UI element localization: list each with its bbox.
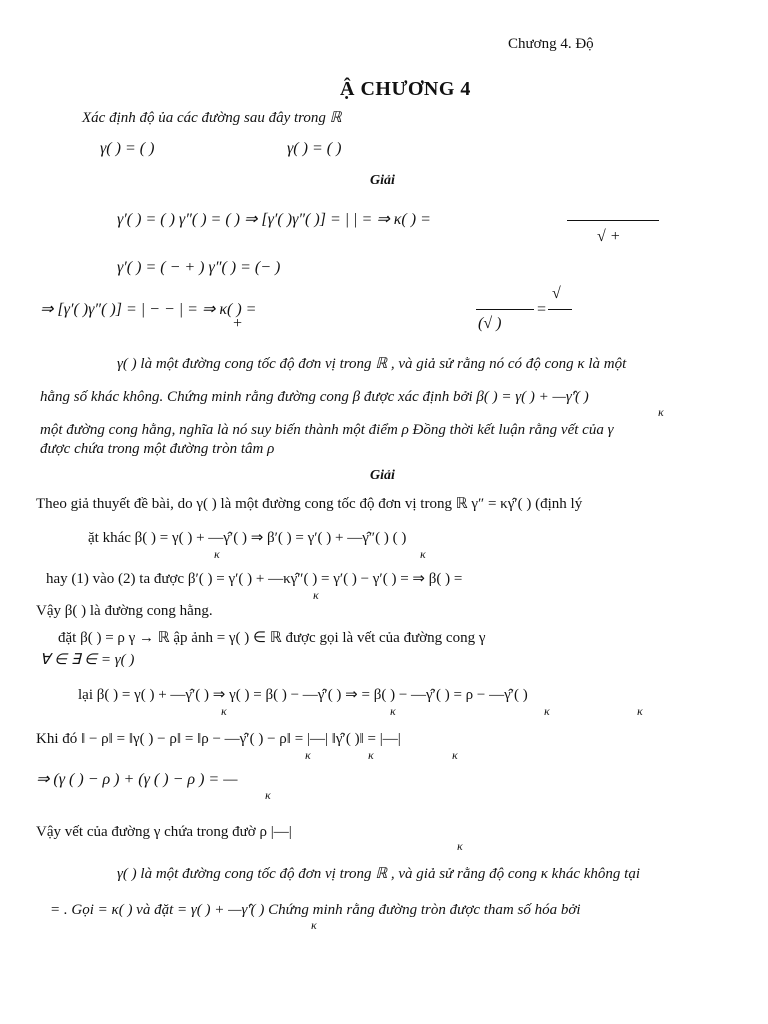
problem1-statement: Xác định độ ủa các đường sau đây trong ℝ — [82, 110, 342, 126]
solution2-line2: ặt khác β( ) = γ( ) + —γ̂′( ) ⇒ β′( ) = γ′( ) + —γ̂″( ) ( ) — [88, 530, 407, 546]
solution1-line3-fraction-den: (√ ) — [478, 315, 502, 332]
fraction-bar-3 — [548, 309, 572, 310]
solution2-line7: lại β( ) = γ( ) + —γ̂′( ) ⇒ γ( ) = β( ) − —γ̂′( ) ⇒ = β( ) − —γ̂′( ) = ρ − —γ̂′( ) — [78, 687, 528, 703]
solution2-line2-kappa-a: κ — [214, 547, 220, 561]
running-head: Chương 4. Độ — [508, 36, 594, 52]
solution2-heading: Giải — [370, 468, 395, 483]
solution2-line1: Theo giả thuyết đề bài, do γ( ) là một đường cong tốc độ đơn vị trong ℝ γ″ = κγ̂′( ) (định lý — [36, 496, 583, 512]
problem2-line3: một đường cong hằng, nghĩa là nó suy biến thành một điểm ρ Đồng thời kết luận rằng vết của γ — [40, 422, 614, 438]
solution2-line4: Vậy β( ) là đường cong hằng. — [36, 603, 213, 619]
page-title: Ậ CHƯƠNG 4 — [340, 78, 471, 100]
solution2-line8-kappa-a: κ — [305, 748, 311, 762]
problem1-curve-b: γ( ) = ( ) — [287, 140, 342, 157]
problem3-line2: = . Gọi = κ( ) và đặt = γ( ) + —γ̂′( ) Chứng minh rằng đường tròn được tham số hóa bởi — [50, 902, 581, 918]
solution2-line7-kappa-b: κ — [390, 704, 396, 718]
solution1-line3: ⇒ [γ′( )γ″( )] = | − − | = ⇒ κ( ) = — [40, 301, 257, 318]
solution2-line9-kappa: κ — [265, 788, 271, 802]
solution1-heading: Giải — [370, 173, 395, 188]
problem2-line2-kappa: κ — [658, 405, 664, 419]
solution2-line10: Vậy vết của đường γ chứa trong đườ ρ |—| — [36, 824, 292, 840]
solution1-line1-denominator: √ + — [597, 228, 621, 245]
problem2-line4: được chứa trong một đường tròn tâm ρ — [40, 441, 275, 457]
solution2-line3-kappa: κ — [313, 588, 319, 602]
solution2-line7-kappa-a: κ — [221, 704, 227, 718]
problem1-curve-a: γ( ) = ( ) — [100, 140, 155, 157]
fraction-bar-2 — [476, 309, 534, 310]
solution1-line2: γ′( ) = ( − + ) γ″( ) = (− ) — [117, 259, 281, 276]
problem2-line2: hằng số khác không. Chứng minh rằng đường cong β được xác định bởi β( ) = γ( ) + —γ̂′( ) — [40, 389, 589, 405]
solution2-line7-kappa-d: κ — [637, 704, 643, 718]
solution2-line9: ⇒ (γ ( ) − ρ ) + (γ ( ) − ρ ) = — — [36, 771, 238, 788]
solution2-line8-kappa-b: κ — [368, 748, 374, 762]
fraction-bar-1 — [567, 220, 659, 221]
solution2-line8-kappa-c: κ — [452, 748, 458, 762]
solution1-line3-plus: + — [232, 315, 243, 332]
problem3-line2-kappa: κ — [311, 918, 317, 932]
solution2-line6: ∀ ∈ ∃ ∈ = γ( ) — [40, 652, 135, 668]
solution2-line3: hay (1) vào (2) ta được β′( ) = γ′( ) + —κγ̂″( ) = γ′( ) − γ′( ) = ⇒ β( ) = — [46, 571, 463, 587]
solution2-line8: Khi đó ‖ − ρ‖ = ‖γ( ) − ρ‖ = ‖ρ − —γ̂′( ) − ρ‖ = |—| ‖γ̂′( )‖ = |—| — [36, 731, 401, 747]
solution2-line5: đặt β( ) = ρ γ → ℝ ập ảnh = γ( ) ∈ ℝ được gọi là vết của đường cong γ — [58, 630, 486, 646]
problem3-line1: γ( ) là một đường cong tốc độ đơn vị trong ℝ , và giả sử rằng độ cong κ khác không tại — [117, 866, 640, 882]
solution1-line1: γ′( ) = ( ) γ″( ) = ( ) ⇒ [γ′( )γ″( )] = | | = ⇒ κ( ) = — [117, 211, 431, 228]
solution1-line3-equals: = — [536, 301, 547, 318]
solution2-line2-kappa-b: κ — [420, 547, 426, 561]
problem2-line1: γ( ) là một đường cong tốc độ đơn vị trong ℝ , và giả sử rằng nó có độ cong κ là một — [117, 356, 627, 372]
solution1-line3-fraction-num: √ — [552, 285, 561, 302]
solution2-line7-kappa-c: κ — [544, 704, 550, 718]
solution2-line10-kappa: κ — [457, 839, 463, 853]
